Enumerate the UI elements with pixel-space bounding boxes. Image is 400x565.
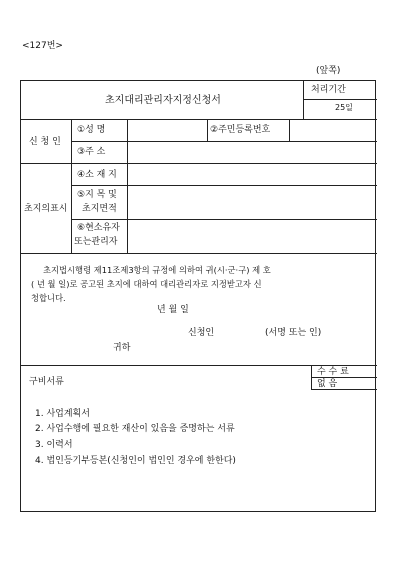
name-field[interactable] [133,126,203,136]
address-label: ③주 소 [77,147,106,157]
location-field[interactable] [133,171,373,181]
applicant-group-label: 신 청 인 [29,137,61,147]
statement-applicant-label: 신청인 [188,328,215,338]
owner-label-line1: ⑥현소유자 [77,223,120,233]
document-item: 3. 이력서 [35,440,73,450]
signature-label: (서명 또는 인) [265,328,322,338]
document-item: 4. 법인등기부등본(신청인이 법인인 경우에 한한다) [35,456,236,466]
fee-label: 수 수 료 [317,367,349,377]
statement-line1: 초지법시행령 제11조제3항의 규정에 의하여 귀(시·군·구) 제 호 [43,265,271,275]
owner-label-line2: 또는관리자 [74,237,118,247]
category-area-field[interactable] [133,197,373,207]
form-number: <127번> [22,41,63,51]
owner-field[interactable] [133,231,373,241]
addressee-label: 귀하 [113,343,131,353]
document-item: 1. 사업계획서 [35,409,90,419]
processing-period-label: 처리기간 [311,85,346,95]
name-label: ①성 명 [77,125,106,135]
rrn-label: ②주민등록번호 [210,125,271,135]
category-label-line2: 초지면적 [82,204,117,214]
document-item: 2. 사업수행에 필요한 재산이 있음을 증명하는 서류 [35,424,235,434]
rrn-field[interactable] [293,126,373,136]
category-label-line1: ⑤지 목 및 [77,190,117,200]
application-form [20,80,376,512]
location-label: ④소 재 지 [77,170,117,180]
statement-date: 년 월 일 [157,305,189,315]
statement-line2: ( 년 월 일)로 공고된 초지에 대하여 대리관리자로 지정받고자 신 [31,279,262,289]
fee-value: 없 음 [317,379,338,389]
side-label: (앞쪽) [316,66,341,76]
form-title: 초지대리관리자지정신청서 [105,95,221,106]
documents-heading: 구비서류 [29,377,64,387]
land-group-label: 초지의표시 [24,204,68,214]
statement-line3: 청합니다. [31,293,66,303]
processing-period-value: 25일 [335,103,353,112]
address-field[interactable] [133,148,373,158]
